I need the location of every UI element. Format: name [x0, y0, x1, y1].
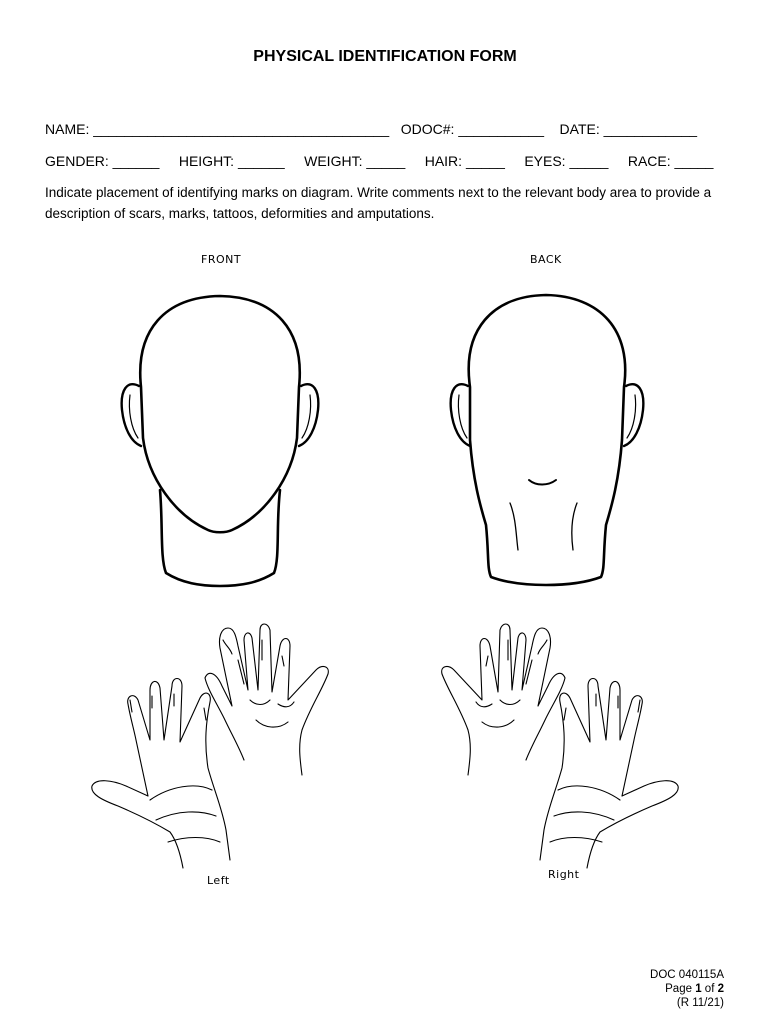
- back-label: BACK: [530, 253, 562, 266]
- left-label: Left: [207, 874, 230, 887]
- right-label: Right: [548, 868, 580, 881]
- front-head-outline: [122, 296, 319, 586]
- back-head-outline: [451, 295, 644, 585]
- document-footer: [650, 968, 724, 1010]
- gender-height-weight-row: GENDER: ______ HEIGHT: ______ WEIGHT: _____ HAIR: _____ EYES: _____ RACE: _____: [45, 153, 714, 169]
- instructions-text: Indicate placement of identifying marks on diagram. Write comments next to the relevant body area to provide a description of scars, marks, tattoos, deformities and amputations.: [45, 185, 712, 221]
- revision-date: (R 11/21): [676, 997, 724, 1009]
- form-title: PHYSICAL IDENTIFICATION FORM: [253, 48, 517, 65]
- page-indicator: Page 1 of 2: [665, 983, 724, 995]
- doc-number: DOC 040115A: [650, 969, 724, 981]
- name-odoc-date-row: NAME: ______________________________________ ODOC#: ___________ DATE: ____________: [45, 121, 698, 137]
- right-hands: [442, 624, 679, 868]
- left-hands: [92, 624, 329, 868]
- front-label: FRONT: [201, 253, 242, 266]
